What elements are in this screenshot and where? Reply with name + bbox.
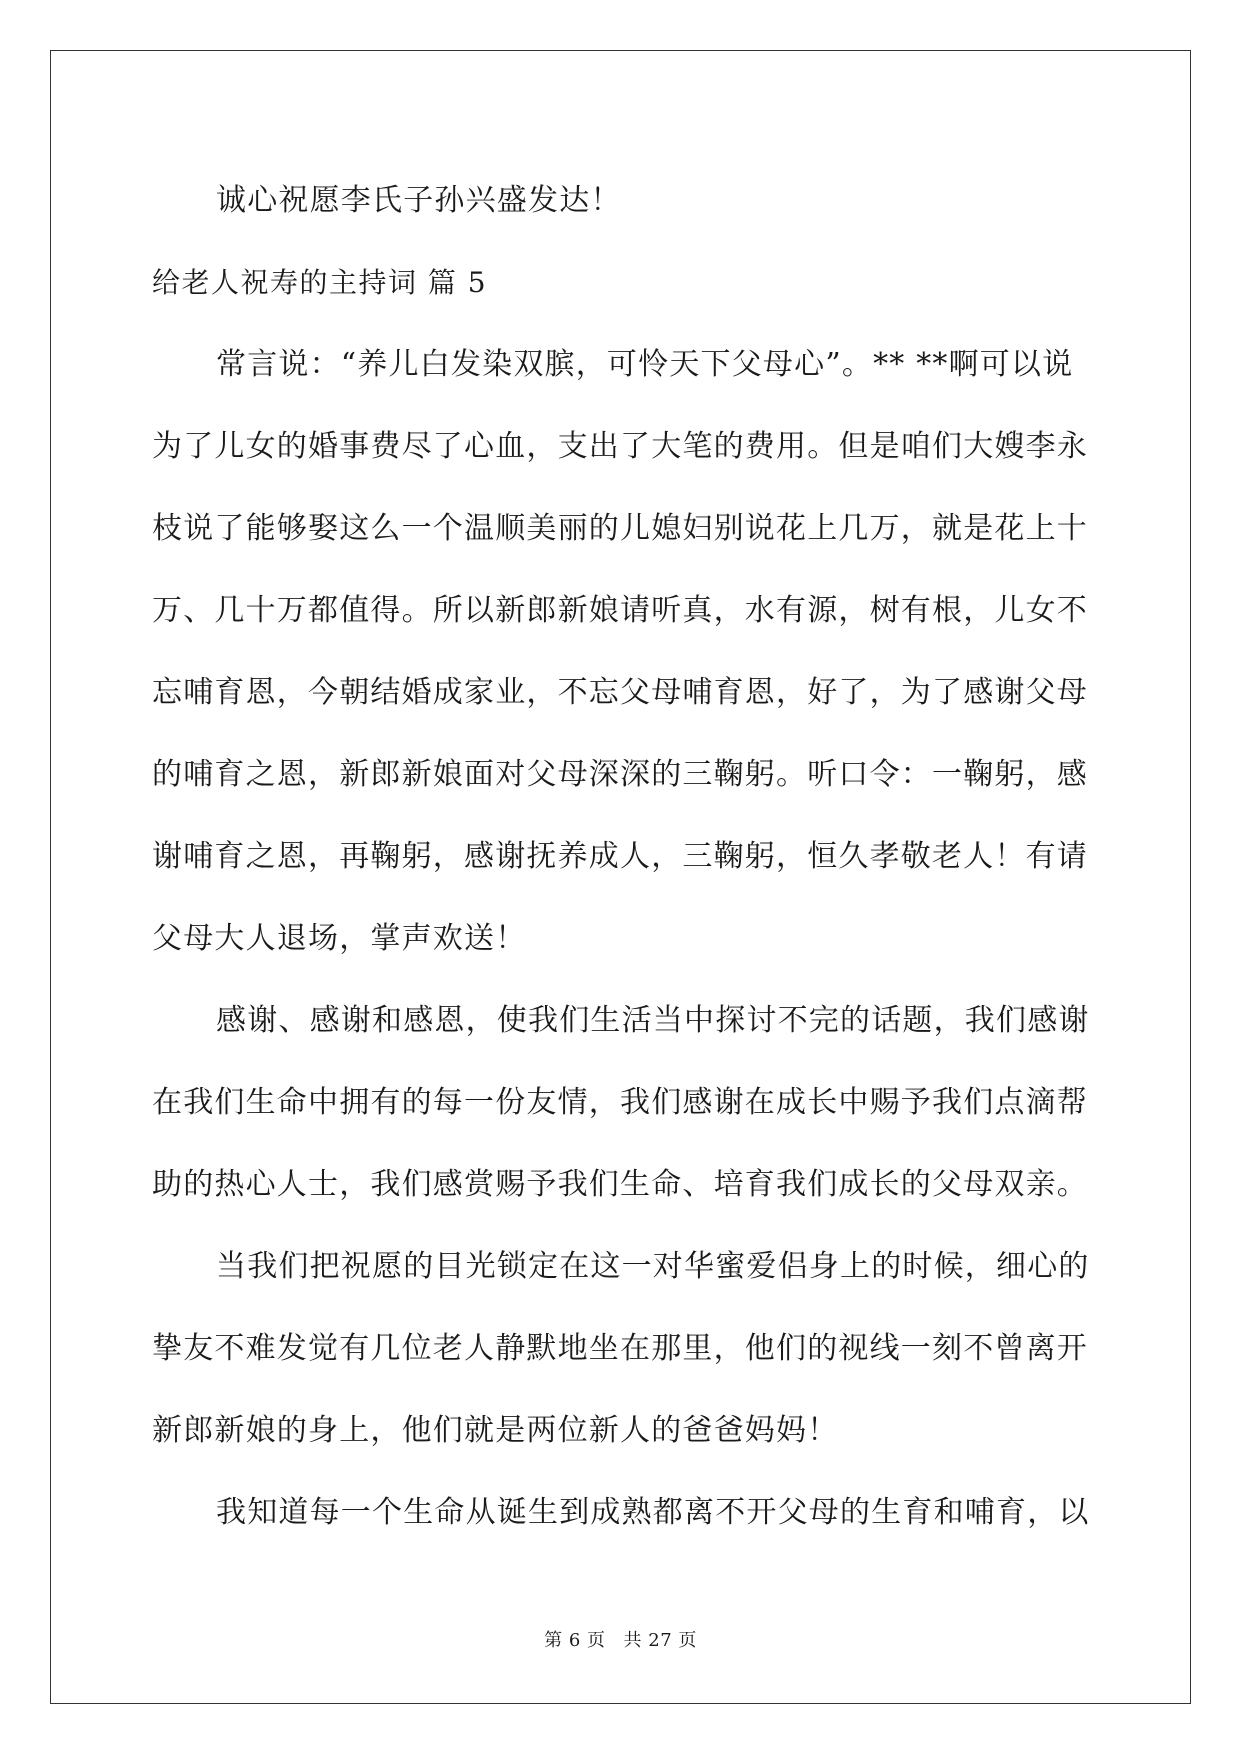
paragraph-line: 感谢、感谢和感恩，使我们生活当中探讨不完的话题，我们感谢	[216, 1003, 1090, 1038]
paragraph-line: 为了儿女的婚事费尽了心血，支出了大笔的费用。但是咱们大嫂李永	[152, 429, 1088, 464]
paragraph-line: 挚友不难发觉有几位老人静默地坐在那里，他们的视线一刻不曾离开	[152, 1331, 1088, 1366]
paragraph-line: 我知道每一个生命从诞生到成熟都离不开父母的生育和哺育，以	[216, 1495, 1090, 1530]
paragraph-line: 父母大人退场，掌声欢送！	[152, 921, 527, 956]
paragraph-line: 当我们把祝愿的目光锁定在这一对华蜜爱侣身上的时候，细心的	[216, 1249, 1090, 1284]
paragraph-line: 忘哺育恩，今朝结婚成家业，不忘父母哺育恩，好了，为了感谢父母	[152, 675, 1088, 710]
page-number: 第 6 页	[544, 1630, 606, 1651]
section-heading: 给老人祝寿的主持词 篇 5	[152, 266, 488, 299]
paragraph-line: 枝说了能够娶这么一个温顺美丽的儿媳妇别说花上几万，就是花上十	[152, 511, 1088, 546]
paragraph-line: 万、几十万都值得。所以新郎新娘请听真，水有源，树有根，儿女不	[152, 593, 1088, 628]
page-total: 共 27 页	[623, 1630, 697, 1651]
paragraph-line: 新郎新娘的身上，他们就是两位新人的爸爸妈妈！	[152, 1413, 839, 1448]
paragraph-line: 常言说：“养儿白发染双膑，可怜天下父母心”。** **啊可以说	[216, 347, 1074, 382]
paragraph-line: 的哺育之恩，新郎新娘面对父母深深的三鞠躬。听口令：一鞠躬，感	[152, 757, 1088, 792]
paragraph-line: 谢哺育之恩，再鞠躬，感谢抚养成人，三鞠躬，恒久孝敬老人！有请	[152, 839, 1088, 874]
paragraph-line: 助的热心人士，我们感赏赐予我们生命、培育我们成长的父母双亲。	[152, 1167, 1088, 1202]
document-body	[152, 160, 1088, 1554]
paragraph-line: 诚心祝愿李氏子孙兴盛发达！	[216, 183, 622, 218]
paragraph-line: 在我们生命中拥有的每一份友情，我们感谢在成长中赐予我们点滴帮	[152, 1085, 1088, 1120]
page-footer	[0, 1626, 1241, 1652]
